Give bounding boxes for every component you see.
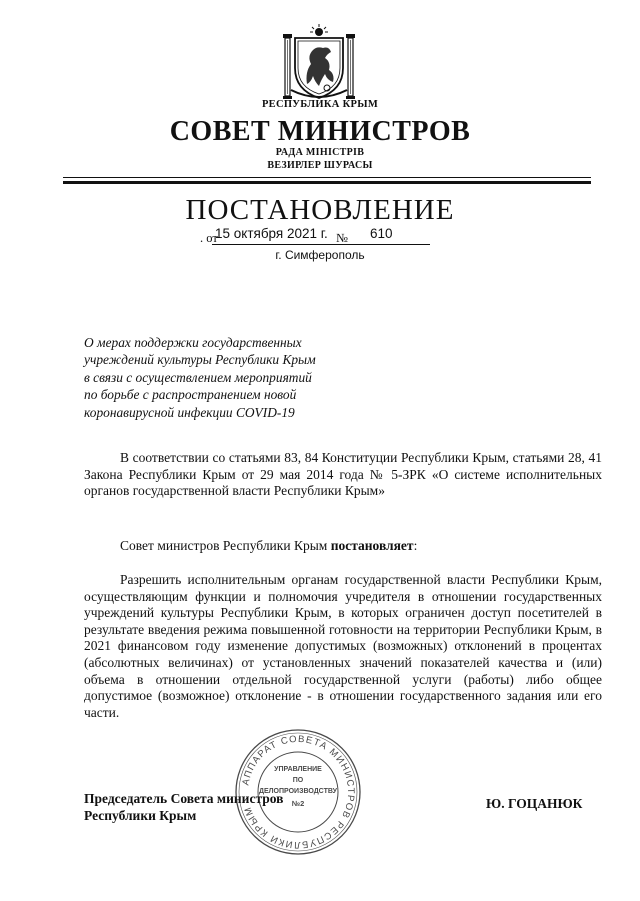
date-prefix: . от	[200, 231, 218, 245]
subject-line: учреждений культуры Республики Крым	[84, 352, 316, 368]
signatory-title-line: Республики Крым	[84, 808, 197, 823]
council-title-ua: РАДА МІНІСТРІВ	[275, 147, 365, 158]
header-divider-thick	[63, 181, 591, 184]
signatory-title-line: Председатель Совета министров	[84, 791, 284, 806]
decree-date: 15 октября 2021 г.	[215, 226, 328, 241]
number-label: №	[336, 231, 348, 245]
document-type-title: ПОСТАНОВЛЕНИЕ	[185, 194, 455, 226]
council-title-crh: ВЕЗИРЛЕР ШУРАСЫ	[267, 160, 373, 171]
council-subtitle	[0, 146, 640, 172]
resolution-paragraph	[84, 538, 602, 555]
official-round-stamp-icon	[233, 727, 363, 857]
subject-line: в связи с осуществлением мероприятий	[84, 369, 312, 385]
stamp-center-line: ДЕЛОПРОИЗВОДСТВУ	[258, 788, 338, 795]
resolution-colon: :	[413, 538, 418, 553]
date-underline	[212, 244, 430, 245]
signatory-name: Ю. ГОЦАНЮК	[486, 796, 583, 811]
decision-paragraph: Разрешить исполнительным органам государственной власти Республики Крым, осуществляющим функции и полномочия учредителя в отношении государственных учреждений культуры Республики Крым, в которых ограничен доступ посетителей в результате введения режима повышенной готовности на территории Республики Крым, в 2021 финансовом году изменение допустимых (возможных) отклонений в процентах (абсолютных величинах) от установленных значений показателей качества и (или) объема в отношении отдельной государственной услуги (работы) либо общее допустимое (возможное) отклонение - в отношении государственного задания или его части.	[84, 572, 602, 720]
resolution-text: Совет министров Республики Крым	[120, 538, 331, 553]
stamp-center-line: УПРАВЛЕНИЕ	[274, 766, 322, 773]
decree-subject	[84, 334, 384, 421]
decree-date-number-line	[190, 226, 430, 248]
republic-name: РЕСПУБЛИКА КРЫМ	[261, 99, 379, 110]
decree-number: 610	[370, 226, 393, 241]
preamble-paragraph: В соответствии со статьями 83, 84 Конституции Республики Крым, статьями 28, 41 Закона Республики Крым от 29 мая 2014 года № 5-ЗРК «О системе исполнительных органов государственной власти Республики Крым»	[84, 450, 602, 499]
subject-line: коронавирусной инфекции COVID-19	[84, 404, 295, 420]
header-divider-thin	[63, 177, 591, 178]
stamp-ring-text: АППАРАТ СОВЕТА МИНИСТРОВ РЕСПУБЛИКИ КРЫМ	[240, 733, 357, 851]
council-title: СОВЕТ МИНИСТРОВ	[169, 116, 471, 147]
stamp-center-line: ПО	[292, 777, 304, 784]
subject-line: по борьбе с распространением новой	[84, 387, 297, 403]
subject-line: О мерах поддержки государственных	[84, 335, 302, 350]
city: г. Симферополь	[275, 248, 365, 262]
stamp-center-line: №2	[291, 799, 305, 808]
crimea-coat-of-arms-icon	[283, 24, 355, 100]
resolution-verb: постановляет	[330, 538, 414, 553]
